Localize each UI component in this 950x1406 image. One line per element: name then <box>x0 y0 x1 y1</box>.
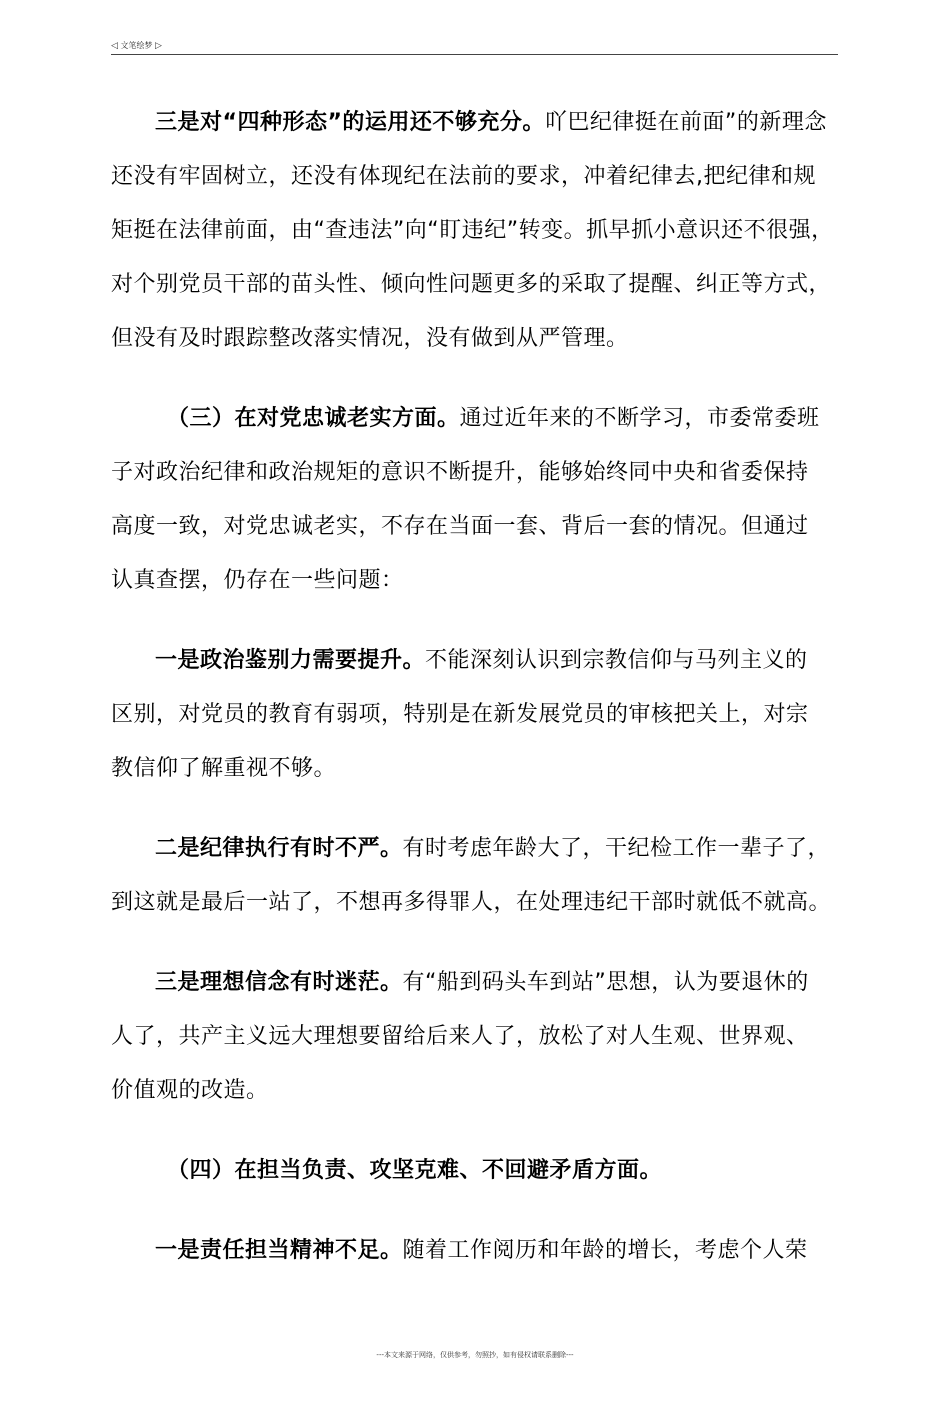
page-footer: ---本文来源于网络，仅供参考，勿照抄，如有侵权请联系删除--- <box>376 1351 574 1359</box>
header-label: 文笔绘梦 <box>120 41 153 50</box>
document-body <box>111 96 861 1304</box>
paragraph-ideals-beliefs <box>111 956 861 1118</box>
paragraph-line: 还没有牢固树立，还没有体现纪在法前的要求，冲着纪律去,把纪律和规 <box>111 164 816 189</box>
paragraph-section-three <box>111 392 861 608</box>
paragraph-line: 认真查摆，仍存在一些问题： <box>111 568 404 593</box>
paragraph-line: 一是责任担当精神不足。随着工作阅历和年龄的增长，考虑个人荣 <box>155 1238 808 1263</box>
section-heading: （四）在担当负责、攻坚克难、不回避矛盾方面。 <box>167 1158 663 1183</box>
paragraph-line: 对个别党员干部的苗头性、倾向性问题更多的采取了提醒、纠正等方式， <box>111 272 832 297</box>
paragraph-section-four <box>111 1144 861 1198</box>
paragraph-line: 三是理想信念有时迷茫。有“船到码头车到站”思想，认为要退休的 <box>155 970 809 995</box>
paragraph-heading: 三是理想信念有时迷茫。 <box>155 970 403 995</box>
paragraph-heading: 一是政治鉴别力需要提升。 <box>155 648 426 673</box>
paragraph-line: 高度一致，对党忠诚老实，不存在当面一套、背后一套的情况。但通过 <box>111 514 809 539</box>
paragraph-line: 教信仰了解重视不够。 <box>111 756 337 781</box>
paragraph-political-discernment <box>111 634 861 796</box>
right-triangle-icon: ▷ <box>155 41 162 51</box>
paragraph-discipline-enforcement <box>111 822 861 930</box>
paragraph-line: 但没有及时跟踪整改落实情况，没有做到从严管理。 <box>111 326 629 351</box>
paragraph-line: 人了，共产主义远大理想要留给后来人了，放松了对人生观、世界观、 <box>111 1024 809 1049</box>
section-heading: （三）在对党忠诚老实方面。 <box>167 406 460 431</box>
paragraph-line <box>111 1144 861 1198</box>
paragraph-line: 价值观的改造。 <box>111 1078 269 1103</box>
paragraph-responsibility <box>111 1224 861 1278</box>
paragraph-heading: 三是对“四种形态”的运用还不够充分。 <box>155 110 545 135</box>
paragraph-line: 三是对“四种形态”的运用还不够充分。吖巴纪律挺在前面”的新理念 <box>155 110 827 135</box>
paragraph-line: （三）在对党忠诚老实方面。通过近年来的不断学习，市委常委班 <box>167 406 820 431</box>
paragraph-four-forms <box>111 96 861 366</box>
paragraph-line: 矩挺在法律前面，由“查违法”向“盯违纪”转变。抓早抓小意识还不很强， <box>111 218 834 243</box>
paragraph-line: 到这就是最后一站了，不想再多得罪人，在处理违纪干部时就低不就高。 <box>111 890 832 915</box>
paragraph-heading: 一是责任担当精神不足。 <box>155 1238 403 1263</box>
paragraph-line: 一是政治鉴别力需要提升。不能深刻认识到宗教信仰与马列主义的 <box>155 648 808 673</box>
page-header <box>111 40 838 55</box>
left-triangle-icon: ◁ <box>111 41 118 51</box>
paragraph-line: 区别，对党员的教育有弱项，特别是在新发展党员的审核把关上，对宗 <box>111 702 809 727</box>
paragraph-heading: 二是纪律执行有时不严。 <box>155 836 403 861</box>
paragraph-line: 二是纪律执行有时不严。有时考虑年龄大了，干纪检工作一辈子了， <box>155 836 831 861</box>
paragraph-line: 子对政治纪律和政治规矩的意识不断提升，能够始终同中央和省委保持 <box>111 460 809 485</box>
